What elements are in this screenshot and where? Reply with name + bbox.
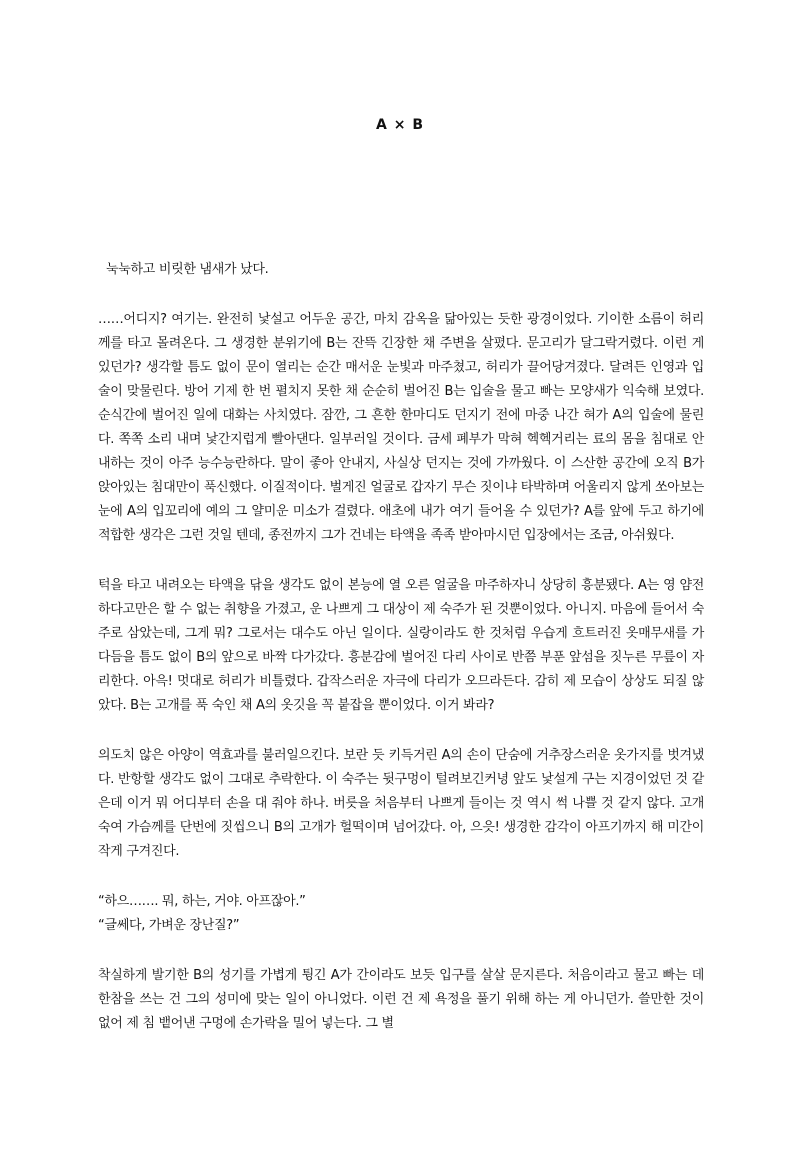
dialogue-line-2: “글쎄다, 가벼운 장난질?” — [98, 918, 240, 933]
dialogue-line-1: “하으……. 뭐, 하는, 거야. 아프잖아.” — [98, 894, 306, 909]
document-title: A × B — [376, 117, 424, 133]
paragraph-opening: 눅눅하고 비릿한 냄새가 났다. — [106, 262, 269, 277]
paragraph-2: 턱을 타고 내려오는 타액을 닦을 생각도 없이 본능에 열 오른 얼굴을 마주하자니 상당히 흥분됐다. A는 영 얌전하다고만은 할 수 없는 취향을 가졌고, 운 나쁘게 그 대상이 제 숙주가 된 것뿐이었다. 아니지. 마음에 들어서 숙주로 삼았는데, 그게 뭐? 그로서는 대수도 아닌 일이다. 실랑이라도 한 것처럼 우습게 흐트러진 옷매무새를 가다듬을 틈도 없이 B의 앞으로 바짝 다가갔다. 흥분감에 벌어진 다리 사이로 반쯤 부푼 앞섬을 짓누른 무릎이 자리한다. 아윽! 멋대로 허리가 비틀렸다. 갑작스러운 자극에 다리가 오므라든다. 감히 제 모습이 상상도 되질 않았다. B는 고개를 푹 숙인 채 A의 옷깃을 꼭 붙잡을 뿐이었다. 이거 봐라? — [98, 578, 704, 713]
dialogue-block — [98, 890, 704, 938]
document-body — [98, 258, 704, 1062]
paragraph-3: 의도치 않은 아양이 역효과를 불러일으킨다. 보란 듯 키득거린 A의 손이 단숨에 거추장스러운 옷가지를 벗겨냈다. 반항할 생각도 없이 그대로 추락한다. 이 숙주는 뒷구멍이 털려보긴커녕 앞도 낯설게 구는 지경이었던 것 같은데 이거 뭐 어디부터 손을 대 줘야 하나. 버릇을 처음부터 나쁘게 들이는 것 역시 썩 나쁠 것 같지 않다. 고개 숙여 가슴께를 단번에 짓씹으니 B의 고개가 헐떡이며 넘어갔다. 아, 으읏! 생경한 감각이 아프기까지 해 미간이 작게 구겨진다. — [98, 748, 704, 859]
paragraph-1: ……어디지? 여기는. 완전히 낯설고 어두운 공간, 마치 감옥을 닮아있는 듯한 광경이었다. 기이한 소름이 허리께를 타고 몰려온다. 그 생경한 분위기에 B는 잔뜩 긴장한 채 주변을 살폈다. 문고리가 달그락거렸다. 이런 게 있던가? 생각할 틈도 없이 문이 열리는 순간 매서운 눈빛과 마주쳤고, 허리가 끌어당겨졌다. 달려든 인영과 입술이 맞물린다. 방어 기제 한 번 펼치지 못한 채 순순히 벌어진 B는 입술을 물고 빠는 모양새가 익숙해 보였다. 순식간에 벌어진 일에 대화는 사치였다. 잠깐, 그 흔한 한마디도 던지기 전에 마중 나간 혀가 A의 입술에 물린다. 쪽쪽 소리 내며 낯간지럽게 빨아댄다. 일부러일 것이다. 금세 폐부가 막혀 헥헥거리는 료의 몸을 침대로 안내하는 것이 아주 능수능란하다. 말이 좋아 안내지, 사실상 던지는 것에 가까웠다. 이 스산한 공간에 오직 B가 앉아있는 침대만이 푹신했다. 이질적이다. 벌게진 얼굴로 갑자기 무슨 짓이냐 타박하며 어울리지 않게 쏘아보는 눈에 A의 입꼬리에 예의 그 얄미운 미소가 걸렸다. 애초에 내가 여기 들어올 수 있던가? A를 앞에 두고 하기에 적합한 생각은 그런 것일 텐데, 종전까지 그가 건네는 타액을 족족 받아마시던 입장에서는 조금, 아쉬웠다. — [98, 312, 704, 543]
paragraph-final: 착실하게 발기한 B의 성기를 가볍게 튕긴 A가 간이라도 보듯 입구를 살살 문지른다. 처음이라고 물고 빠는 데 한참을 쓰는 건 그의 성미에 맞는 일이 아니었다. 이런 건 제 욕정을 풀기 위해 하는 게 아니던가. 쓸만한 것이 없어 제 침 뱉어낸 구멍에 손가락을 밀어 넣는다. 그 별 — [98, 968, 704, 1031]
